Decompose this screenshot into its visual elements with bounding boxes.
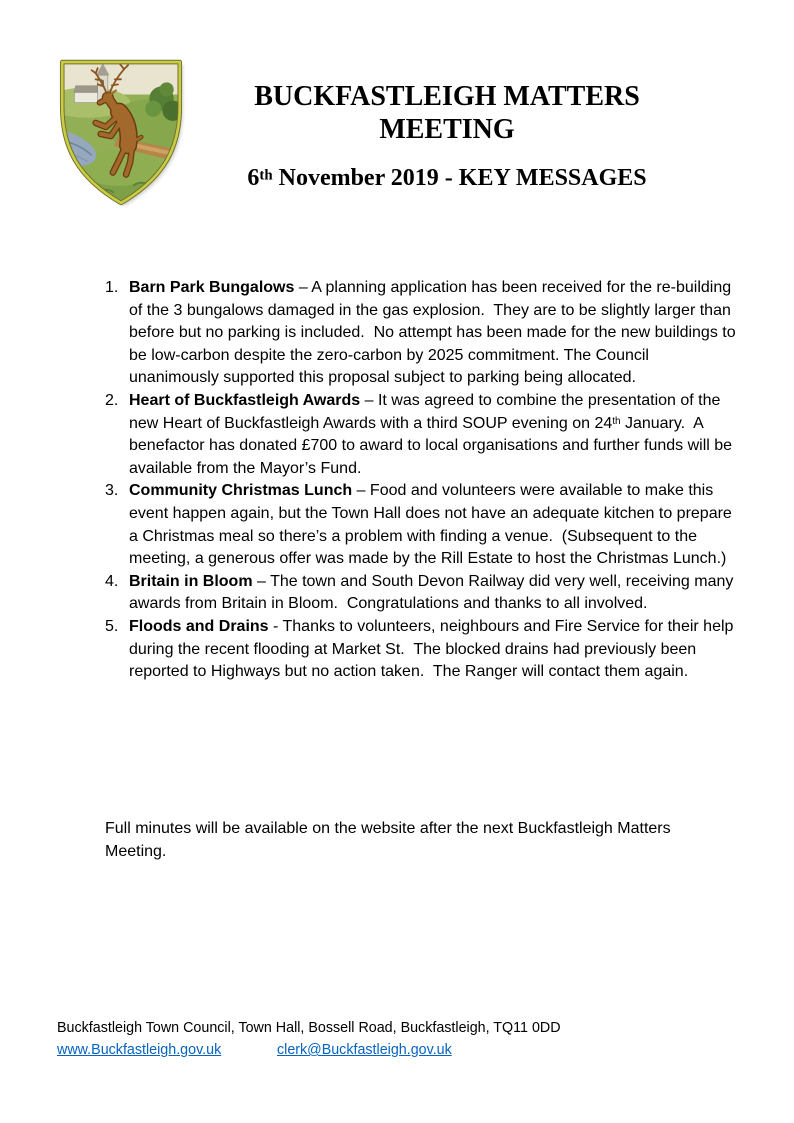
list-item	[105, 390, 737, 480]
list-item	[105, 616, 737, 684]
list-item-text	[129, 277, 741, 390]
list-item-text	[129, 571, 737, 616]
list-item-title: Britain in Bloom	[129, 572, 253, 590]
list-item-body: - Thanks to volunteers, neighbours and Fire Service for their help during the recent flooding at Market St. The blocked drains had previously been reported to Highways but no action taken. The Ranger will contact them again.	[129, 617, 738, 681]
list-item-number: 1.	[105, 279, 119, 296]
page-title-line1: BUCKFASTLEIGH MATTERS	[254, 81, 640, 112]
list-item-title: Floods and Drains	[129, 617, 269, 635]
list-item	[105, 571, 737, 616]
list-item-title: Barn Park Bungalows	[129, 279, 295, 296]
list-item	[105, 277, 741, 390]
council-address: Buckfastleigh Town Council, Town Hall, Bossell Road, Buckfastleigh, TQ11 0DD	[57, 1020, 561, 1036]
email-link-cell	[277, 1039, 452, 1061]
list-item-text	[129, 616, 737, 684]
email-link[interactable]: clerk@Buckfastleigh.gov.uk	[277, 1042, 452, 1058]
superscript: th	[612, 415, 621, 427]
subtitle-day: 6	[247, 165, 260, 191]
website-link[interactable]: www.Buckfastleigh.gov.uk	[57, 1042, 222, 1058]
list-item-body-cont: January. A benefactor has donated £700 to award to local organisations and further funds will be available from the Mayor’s Fund.	[129, 414, 737, 477]
website-link-cell	[57, 1039, 277, 1061]
list-item-title: Heart of Buckfastleigh Awards	[129, 391, 361, 409]
subtitle-ordinal-superscript: th	[259, 167, 273, 184]
document-subtitle	[160, 164, 734, 192]
list-item-text	[129, 390, 737, 480]
list-item	[105, 480, 737, 570]
list-item-number: 4.	[105, 572, 119, 590]
document-header	[160, 80, 734, 192]
subtitle-rest: November 2019 - KEY MESSAGES	[272, 165, 647, 191]
list-item-number: 3.	[105, 482, 119, 500]
list-item-body: – A planning application has been received for the re-building of the 3 bungalows damaged in the gas explosion. They are to be slightly larger than before but no parking is included. No attempt has been made for the new buildings to be low-carbon despite the zero-carbon by 2025 commitment. The Council unanimously supported this proposal subject to parking being allocated.	[129, 279, 741, 387]
closing-note: Full minutes will be available on the website after the next Buckfastleigh Matters Meeting.	[105, 820, 676, 860]
list-item-number: 2.	[105, 391, 119, 409]
document-footer	[57, 1017, 747, 1061]
page-title-line2: MEETING	[379, 114, 515, 145]
key-messages-list	[105, 277, 741, 684]
list-item-body: – It was agreed to combine the presentation of the new Heart of Buckfastleigh Awards with a third SOUP evening on 24	[129, 391, 725, 432]
footer-links-row	[57, 1039, 747, 1061]
list-item-body: – The town and South Devon Railway did very well, receiving many awards from Britain in Bloom. Congratulations and thanks to all involved.	[129, 572, 738, 613]
list-item-text	[129, 480, 737, 570]
list-item-title: Community Christmas Lunch	[129, 482, 353, 500]
list-item-number: 5.	[105, 617, 119, 635]
list-item-body: – Food and volunteers were available to make this event happen again, but the Town Hall does not have an adequate kitchen to prepare a Christmas meal so there’s a problem with finding a venue. (Subsequent to the meeting, a generous offer was made by the Rill Estate to host the Christmas Lunch.)	[129, 482, 737, 568]
